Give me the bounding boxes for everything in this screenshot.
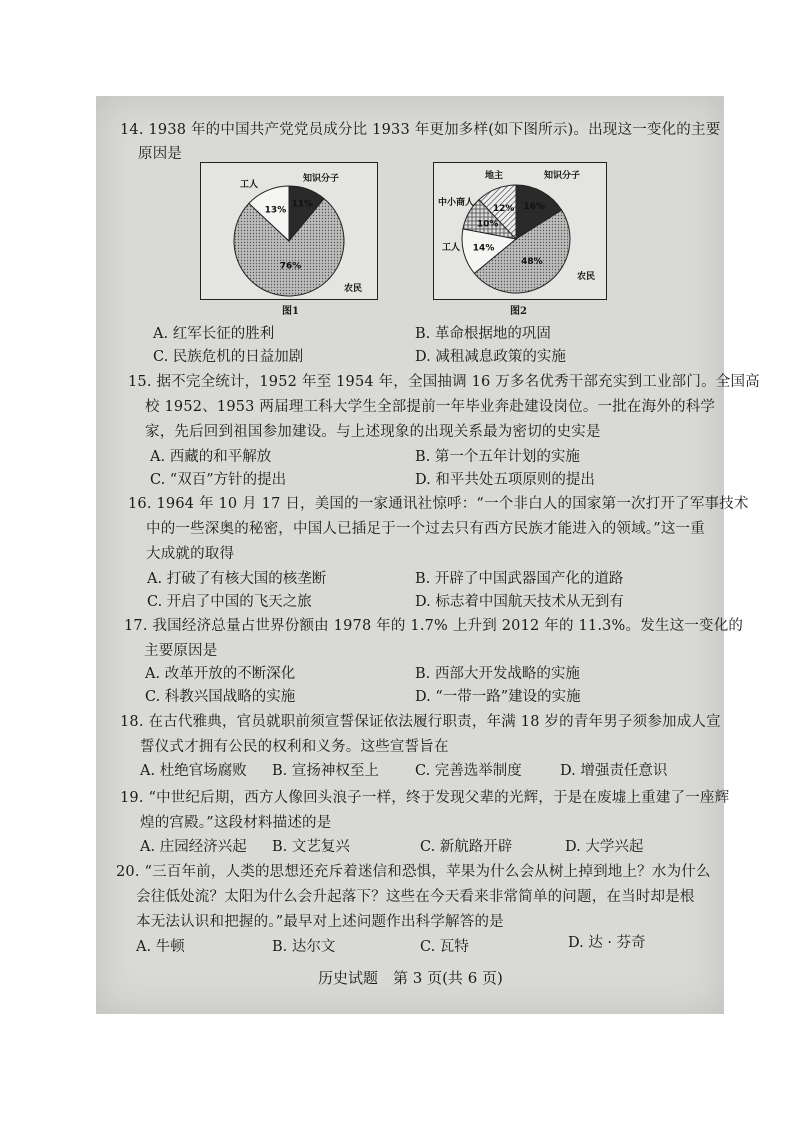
q20-option-c[interactable]: C. 瓦特 bbox=[420, 939, 469, 955]
pie-chart-1 bbox=[200, 162, 378, 300]
q15-line2: 校 1952、1953 两届理工科大学生全部提前一年毕业奔赴建设岗位。一批在海外的科学 bbox=[145, 399, 716, 415]
q20-line2: 会往低处流？太阳为什么会升起落下？这些在今天看来非常简单的问题，在当时却是根 bbox=[136, 889, 695, 905]
q16-line3: 大成就的取得 bbox=[146, 546, 235, 562]
q18-line2: 誓仪式才拥有公民的权利和义务。这些宣誓旨在 bbox=[140, 739, 449, 755]
pie-category-label: 知识分子 bbox=[543, 171, 581, 181]
q16-option-c[interactable]: C. 开启了中国的飞天之旅 bbox=[147, 594, 312, 610]
pie-category-label: 中小商人 bbox=[438, 198, 475, 208]
q19-option-c[interactable]: C. 新航路开辟 bbox=[420, 839, 513, 855]
pie-value-label: 10% bbox=[476, 219, 499, 230]
q17-option-c[interactable]: C. 科教兴国战略的实施 bbox=[145, 689, 296, 705]
q17-option-b[interactable]: B. 西部大开发战略的实施 bbox=[415, 666, 580, 682]
q18-option-d[interactable]: D. 增强责任意识 bbox=[560, 763, 668, 779]
pie-value-label: 13% bbox=[264, 205, 287, 216]
q18-option-c[interactable]: C. 完善选举制度 bbox=[415, 763, 522, 779]
q19-option-b[interactable]: B. 文艺复兴 bbox=[272, 839, 350, 855]
pie-chart-1-svg bbox=[201, 163, 377, 299]
pie-chart-1-caption: 图1 bbox=[282, 306, 299, 317]
q15-option-c[interactable]: C. “双百”方针的提出 bbox=[150, 472, 287, 488]
q16-line1: 16. 1964 年 10 月 17 日，美国的一家通讯社惊呼：“一个非白人的国家第一次打开了军事技术 bbox=[128, 496, 749, 512]
pie-chart-2 bbox=[433, 162, 607, 300]
pie-value-label: 11% bbox=[291, 199, 314, 210]
q16-option-d[interactable]: D. 标志着中国航天技术从无到有 bbox=[415, 594, 624, 610]
q14-stem-line2: 原因是 bbox=[138, 146, 183, 162]
pie-value-label: 76% bbox=[279, 261, 302, 272]
q15-line3: 家，先后回到祖国参加建设。与上述现象的出现关系最为密切的史实是 bbox=[145, 424, 601, 440]
pie-value-label: 48% bbox=[521, 256, 543, 267]
pie-chart-2-caption: 图2 bbox=[510, 306, 527, 317]
pie-category-label: 知识分子 bbox=[302, 174, 340, 184]
q16-option-a[interactable]: A. 打破了有核大国的核垄断 bbox=[147, 571, 327, 587]
q14-stem-line1: 14. 1938 年的中国共产党党员成分比 1933 年更加多样(如下图所示)。出现这一变化的主要 bbox=[120, 122, 721, 138]
q20-option-d[interactable]: D. 达 · 芬奇 bbox=[568, 935, 646, 951]
pie-value-label: 12% bbox=[492, 203, 515, 214]
q18-line1: 18. 在古代雅典，官员就职前须宣誓保证依法履行职责，年满 18 岁的青年男子须参加成人宣 bbox=[120, 714, 721, 730]
q17-line2: 主要原因是 bbox=[144, 643, 218, 659]
q16-line2: 中的一些深奥的秘密，中国人已插足于一个过去只有西方民族才能进入的领域。”这一重 bbox=[146, 521, 705, 537]
pie-value-label: 16% bbox=[523, 201, 545, 212]
q14-option-a[interactable]: A. 红军长征的胜利 bbox=[153, 326, 275, 342]
q19-option-a[interactable]: A. 庄园经济兴起 bbox=[140, 839, 247, 855]
q19-line1: 19. “中世纪后期，西方人像回头浪子一样，终于发现父辈的光辉，于是在废墟上重建了一座辉 bbox=[120, 790, 730, 806]
page-footer: 历史试题 第 3 页(共 6 页) bbox=[318, 969, 503, 987]
pie-category-label: 工人 bbox=[239, 180, 259, 190]
q15-option-b[interactable]: B. 第一个五年计划的实施 bbox=[415, 449, 580, 465]
q17-option-a[interactable]: A. 改革开放的不断深化 bbox=[145, 666, 296, 682]
pie-category-label: 地主 bbox=[484, 171, 504, 181]
q20-line1: 20. “三百年前，人类的思想还充斥着迷信和恐惧，苹果为什么会从树上掉到地上？水为什么 bbox=[116, 864, 711, 880]
pie-chart-2-svg bbox=[434, 163, 606, 299]
q19-option-d[interactable]: D. 大学兴起 bbox=[565, 839, 644, 855]
q15-option-a[interactable]: A. 西藏的和平解放 bbox=[150, 449, 272, 465]
q17-option-d[interactable]: D. “一带一路”建设的实施 bbox=[415, 689, 581, 705]
q20-option-b[interactable]: B. 达尔文 bbox=[272, 939, 336, 955]
pie-category-label: 农民 bbox=[343, 284, 363, 294]
q15-option-d[interactable]: D. 和平共处五项原则的提出 bbox=[415, 472, 595, 488]
q17-line1: 17. 我国经济总量占世界份额由 1978 年的 1.7% 上升到 2012 年的 11.3%。发生这一变化的 bbox=[124, 618, 744, 634]
pie-category-label: 工人 bbox=[442, 243, 461, 253]
q16-option-b[interactable]: B. 开辟了中国武器国产化的道路 bbox=[415, 571, 624, 587]
q18-option-a[interactable]: A. 杜绝官场腐败 bbox=[140, 763, 247, 779]
q19-line2: 煌的宫殿。”这段材料描述的是 bbox=[140, 815, 332, 831]
pie-value-label: 14% bbox=[472, 243, 495, 254]
q14-option-b[interactable]: B. 革命根据地的巩固 bbox=[415, 326, 551, 342]
q18-option-b[interactable]: B. 宣扬神权至上 bbox=[272, 763, 379, 779]
q20-option-a[interactable]: A. 牛顿 bbox=[136, 939, 185, 955]
q15-line1: 15. 据不完全统计，1952 年至 1954 年，全国抽调 16 万多名优秀干部充实到工业部门。全国高 bbox=[128, 374, 760, 390]
q14-option-d[interactable]: D. 减租减息政策的实施 bbox=[415, 349, 566, 365]
q14-option-c[interactable]: C. 民族危机的日益加剧 bbox=[153, 349, 304, 365]
pie-category-label: 农民 bbox=[576, 272, 596, 282]
q20-line3: 本无法认识和把握的。”最早对上述问题作出科学解答的是 bbox=[136, 914, 504, 930]
